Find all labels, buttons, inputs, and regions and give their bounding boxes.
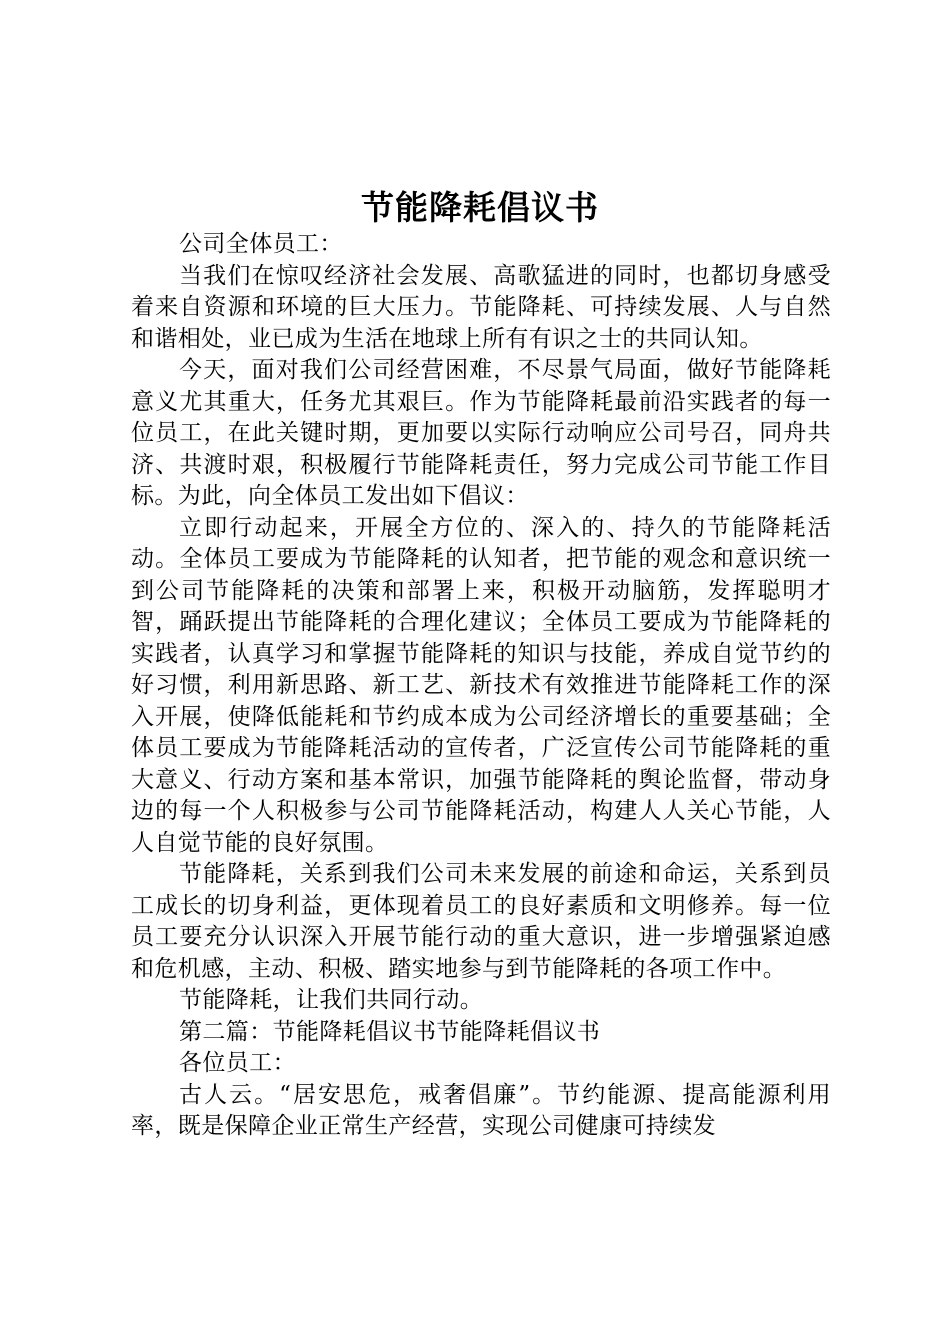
salutation: 公司全体员工：	[179, 231, 343, 257]
paragraph-today: 今天，面对我们公司经营困难，不尽景气局面，做好节能降耗意义尤其重大，任务尤其艰巨。作为节能降耗最前沿实践者的每一位员工，在此关键时期，更加要以实际行动响应公司号召，同舟共济、共渡时艰，积极履行节能降耗责任，努力完成公司节能工作目标。为此，向全体员工发出如下倡议：	[131, 357, 831, 509]
paragraph-action: 立即行动起来，开展全方位的、深入的、持久的节能降耗活动。全体员工要成为节能降耗的认知者，把节能的观念和意识统一到公司节能降耗的决策和部署上来，积极开动脑筋，发挥聪明才智，踊跃提出节能降耗的合理化建议；全体员工要成为节能降耗的实践者，认真学习和掌握节能降耗的知识与技能，养成自觉节约的好习惯，利用新思路、新工艺、新技术有效推进节能降耗工作的深入开展，使降低能耗和节约成本成为公司经济增长的重要基础；全体员工要成为节能降耗活动的宣传者，广泛宣传公司节能降耗的重大意义、行动方案和基本常识，加强节能降耗的舆论监督，带动身边的每一个人积极参与公司节能降耗活动，构建人人关心节能，人人自觉节能的良好氛围。	[131, 514, 831, 856]
salutation-part-two: 各位员工：	[179, 1050, 296, 1076]
document-title: 节能降耗倡议书	[361, 188, 599, 227]
paragraph-significance: 节能降耗，关系到我们公司未来发展的前途和命运，关系到员工成长的切身利益，更体现着员工的良好素质和文明修养。每一位员工要充分认识深入开展节能行动的重大意识，进一步增强紧迫感和危机感，主动、积极、踏实地参与到节能降耗的各项工作中。	[131, 861, 831, 982]
paragraph-ancient-saying: 古人云。“居安思危，戒奢倡廉”。节约能源、提高能源利用率，既是保障企业正常生产经营，实现公司健康可持续发	[131, 1081, 831, 1139]
section-heading-part-two: 第二篇：节能降耗倡议书节能降耗倡议书	[179, 1018, 601, 1045]
document-body	[131, 229, 831, 1143]
paragraph-closing: 节能降耗，让我们共同行动。	[179, 987, 484, 1013]
paragraph-intro: 当我们在惊叹经济社会发展、高歌猛进的同时，也都切身感受着来自资源和环境的巨大压力。节能降耗、可持续发展、人与自然和谐相处，业已成为生活在地球上所有有识之士的共同认知。	[131, 262, 831, 352]
